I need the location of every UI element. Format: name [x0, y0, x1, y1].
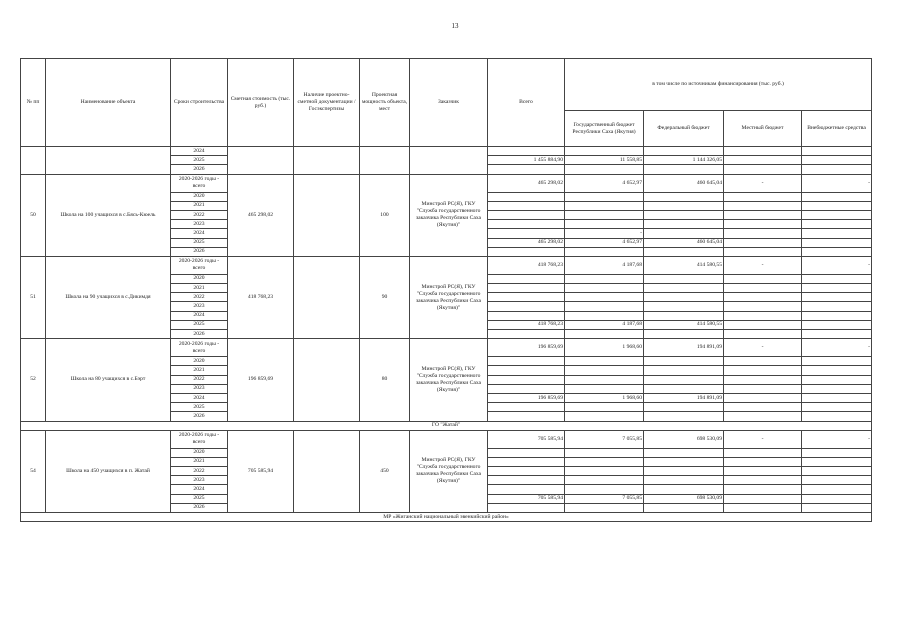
extra-cell — [802, 147, 872, 156]
state-cell: 1 968,60 — [565, 393, 644, 402]
state-cell — [565, 503, 644, 512]
state-cell: 7 055,85 — [565, 430, 644, 448]
total-cell — [488, 210, 565, 219]
year-cell: 2026 — [171, 330, 228, 339]
year-cell: 2022 — [171, 210, 228, 219]
total-cell: 465 298,02 — [488, 238, 565, 247]
total-cell — [488, 375, 565, 384]
table-row — [21, 339, 872, 357]
total-cell — [488, 412, 565, 421]
federal-cell: 414 580,55 — [644, 320, 724, 329]
total-cell — [488, 311, 565, 320]
total-cell — [488, 192, 565, 201]
local-cell — [724, 247, 802, 256]
extra-cell — [802, 229, 872, 238]
federal-cell — [644, 229, 724, 238]
extra-cell — [802, 503, 872, 512]
local-cell: - — [724, 256, 802, 274]
federal-cell: 698 530,09 — [644, 494, 724, 503]
local-cell — [724, 393, 802, 402]
year-cell: 2023 — [171, 384, 228, 393]
federal-cell — [644, 284, 724, 293]
year-cell: 2023 — [171, 476, 228, 485]
year-cell: 2020 — [171, 192, 228, 201]
local-cell: - — [724, 339, 802, 357]
total-cell: 1 455 884,90 — [488, 156, 565, 165]
year-cell: 2025 — [171, 156, 228, 165]
total-cell — [488, 147, 565, 156]
state-cell: 4 652,97 — [565, 238, 644, 247]
local-cell — [724, 192, 802, 201]
total-cell — [488, 284, 565, 293]
year-cell: 2026 — [171, 412, 228, 421]
extra-cell — [802, 156, 872, 165]
year-cell: 2024 — [171, 393, 228, 402]
year-cell: 2020 — [171, 448, 228, 457]
local-cell — [724, 485, 802, 494]
object-docs — [294, 430, 360, 512]
year-cell: 2020-2026 годы - всего — [171, 339, 228, 357]
object-capacity: 80 — [360, 339, 410, 421]
state-cell: 4 187,68 — [565, 320, 644, 329]
year-cell: 2024 — [171, 485, 228, 494]
object-name: Школа на 80 учащихся в с.Бэрт — [46, 339, 171, 421]
extra-cell — [802, 476, 872, 485]
extra-cell — [802, 330, 872, 339]
total-cell — [488, 476, 565, 485]
year-cell: 2021 — [171, 366, 228, 375]
federal-cell — [644, 311, 724, 320]
extra-cell — [802, 384, 872, 393]
state-cell — [565, 210, 644, 219]
object-docs — [294, 339, 360, 421]
state-cell — [565, 330, 644, 339]
local-cell — [724, 201, 802, 210]
extra-cell — [802, 375, 872, 384]
state-cell — [565, 467, 644, 476]
state-cell — [565, 412, 644, 421]
federal-cell — [644, 412, 724, 421]
state-cell: 1 968,60 — [565, 339, 644, 357]
object-docs — [294, 256, 360, 338]
state-cell — [565, 201, 644, 210]
year-cell: 2020-2026 годы - всего — [171, 430, 228, 448]
federal-cell — [644, 293, 724, 302]
object-num: 54 — [21, 430, 46, 512]
state-cell: - — [565, 229, 644, 238]
total-cell — [488, 229, 565, 238]
object-name: Школа на 450 учащихся в п. Жатай — [46, 430, 171, 512]
section-row — [21, 513, 872, 522]
object-cost: 196 859,69 — [228, 339, 294, 421]
table-row — [21, 430, 872, 448]
header-terms: Сроки строительства — [171, 59, 228, 147]
table-row — [21, 174, 872, 192]
state-cell — [565, 485, 644, 494]
object-cost: 705 585,94 — [228, 430, 294, 512]
total-cell — [488, 357, 565, 366]
table-body — [21, 147, 872, 522]
total-cell — [488, 247, 565, 256]
extra-cell — [802, 320, 872, 329]
extra-cell — [802, 311, 872, 320]
federal-cell: 460 645,04 — [644, 174, 724, 192]
federal-cell — [644, 330, 724, 339]
carry-name — [46, 147, 171, 175]
object-name: Школа на 100 учащихся в с.Бясь-Кюель — [46, 174, 171, 256]
local-cell: - — [724, 174, 802, 192]
local-cell — [724, 229, 802, 238]
total-cell — [488, 220, 565, 229]
total-cell: 196 859,69 — [488, 393, 565, 402]
year-cell: 2022 — [171, 293, 228, 302]
local-cell — [724, 147, 802, 156]
federal-cell — [644, 147, 724, 156]
state-cell — [565, 384, 644, 393]
total-cell — [488, 201, 565, 210]
object-customer: Минстрой РС(Я), ГКУ "Служба государственного заказчика Республики Саха (Якутия)" — [410, 430, 488, 512]
federal-cell: 194 891,09 — [644, 393, 724, 402]
federal-cell — [644, 247, 724, 256]
state-cell: 4 652,97 — [565, 174, 644, 192]
section-zhigansk: МР «Жиганский национальный эвенкийский район» — [21, 513, 872, 522]
extra-cell: - — [802, 174, 872, 192]
local-cell — [724, 302, 802, 311]
federal-cell — [644, 485, 724, 494]
federal-cell: 194 891,09 — [644, 339, 724, 357]
extra-cell — [802, 247, 872, 256]
object-num: 52 — [21, 339, 46, 421]
local-cell — [724, 293, 802, 302]
extra-cell — [802, 467, 872, 476]
header-name: Наименование объекта — [46, 59, 171, 147]
page-number: 13 — [451, 22, 459, 30]
local-cell — [724, 165, 802, 174]
total-cell — [488, 457, 565, 466]
federal-cell — [644, 192, 724, 201]
year-cell: 2020-2026 годы - всего — [171, 174, 228, 192]
extra-cell — [802, 403, 872, 412]
federal-cell — [644, 403, 724, 412]
year-cell: 2020 — [171, 274, 228, 283]
extra-cell — [802, 457, 872, 466]
total-cell: 705 585,94 — [488, 430, 565, 448]
federal-cell — [644, 467, 724, 476]
header-local-budget: Местный бюджет — [724, 111, 802, 147]
federal-cell — [644, 302, 724, 311]
state-cell — [565, 448, 644, 457]
header-num: № пп — [21, 59, 46, 147]
extra-cell: - — [802, 256, 872, 274]
local-cell — [724, 366, 802, 375]
extra-cell — [802, 485, 872, 494]
extra-cell — [802, 165, 872, 174]
local-cell — [724, 311, 802, 320]
local-cell — [724, 494, 802, 503]
state-cell: 4 187,68 — [565, 256, 644, 274]
local-cell — [724, 330, 802, 339]
total-cell — [488, 330, 565, 339]
federal-cell — [644, 210, 724, 219]
federal-cell — [644, 201, 724, 210]
object-capacity: 90 — [360, 256, 410, 338]
local-cell — [724, 220, 802, 229]
total-cell: 196 859,69 — [488, 339, 565, 357]
total-cell: 705 585,94 — [488, 494, 565, 503]
state-cell — [565, 311, 644, 320]
extra-cell — [802, 302, 872, 311]
federal-cell — [644, 457, 724, 466]
total-cell — [488, 293, 565, 302]
year-cell: 2023 — [171, 220, 228, 229]
object-num: 50 — [21, 174, 46, 256]
extra-cell: - — [802, 430, 872, 448]
state-cell — [565, 366, 644, 375]
local-cell — [724, 357, 802, 366]
federal-cell — [644, 476, 724, 485]
year-cell: 2025 — [171, 494, 228, 503]
total-cell — [488, 448, 565, 457]
state-cell — [565, 302, 644, 311]
federal-cell — [644, 384, 724, 393]
object-name: Школа на 90 учащихся в с.Дикимдя — [46, 256, 171, 338]
year-cell: 2025 — [171, 403, 228, 412]
federal-cell — [644, 503, 724, 512]
carry-customer — [410, 147, 488, 175]
table-row — [21, 256, 872, 274]
header-customer: Заказчик — [410, 59, 488, 147]
object-customer: Минстрой РС(Я), ГКУ "Служба государственного заказчика Республики Саха (Якутия)" — [410, 256, 488, 338]
object-capacity: 450 — [360, 430, 410, 512]
extra-cell — [802, 220, 872, 229]
year-cell: 2022 — [171, 375, 228, 384]
extra-cell — [802, 366, 872, 375]
total-cell — [488, 302, 565, 311]
object-cost: 465 298,02 — [228, 174, 294, 256]
local-cell — [724, 403, 802, 412]
year-cell: 2020 — [171, 357, 228, 366]
local-cell — [724, 274, 802, 283]
federal-cell — [644, 357, 724, 366]
state-cell — [565, 147, 644, 156]
federal-cell — [644, 165, 724, 174]
year-cell: 2021 — [171, 457, 228, 466]
header-federal-budget: Федеральный бюджет — [644, 111, 724, 147]
total-cell: 418 768,23 — [488, 320, 565, 329]
local-cell — [724, 412, 802, 421]
year-cell: 2024 — [171, 147, 228, 156]
federal-cell — [644, 366, 724, 375]
extra-cell — [802, 393, 872, 402]
state-cell — [565, 457, 644, 466]
local-cell — [724, 457, 802, 466]
state-cell — [565, 284, 644, 293]
extra-cell: - — [802, 339, 872, 357]
local-cell: - — [724, 430, 802, 448]
total-cell — [488, 485, 565, 494]
local-cell — [724, 238, 802, 247]
federal-cell: 1 144 326,05 — [644, 156, 724, 165]
year-cell: 2021 — [171, 284, 228, 293]
year-cell: 2026 — [171, 503, 228, 512]
year-cell: 2022 — [171, 467, 228, 476]
total-cell: 418 768,23 — [488, 256, 565, 274]
state-cell — [565, 403, 644, 412]
federal-cell: 460 645,04 — [644, 238, 724, 247]
extra-cell — [802, 448, 872, 457]
total-cell — [488, 503, 565, 512]
extra-cell — [802, 210, 872, 219]
state-cell — [565, 247, 644, 256]
state-cell — [565, 375, 644, 384]
year-cell: 2024 — [171, 229, 228, 238]
carry-cost — [228, 147, 294, 175]
state-cell — [565, 476, 644, 485]
federal-cell — [644, 448, 724, 457]
local-cell — [724, 156, 802, 165]
total-cell — [488, 384, 565, 393]
total-cell — [488, 403, 565, 412]
total-cell — [488, 366, 565, 375]
year-cell: 2020-2026 годы - всего — [171, 256, 228, 274]
total-cell: 465 298,02 — [488, 174, 565, 192]
object-customer: Минстрой РС(Я), ГКУ "Служба государственного заказчика Республики Саха (Якутия)" — [410, 339, 488, 421]
header-state-budget: Государственный бюджет Республики Саха (Якутия) — [565, 111, 644, 147]
extra-cell — [802, 238, 872, 247]
header-total: Всего — [488, 59, 565, 147]
state-cell: 11 558,85 — [565, 156, 644, 165]
local-cell — [724, 284, 802, 293]
state-cell — [565, 357, 644, 366]
section-go-zhatay: ГО "Жатай" — [21, 421, 872, 430]
local-cell — [724, 467, 802, 476]
local-cell — [724, 476, 802, 485]
total-cell — [488, 274, 565, 283]
year-cell: 2021 — [171, 201, 228, 210]
federal-cell: 698 530,09 — [644, 430, 724, 448]
object-num: 51 — [21, 256, 46, 338]
object-cost: 418 768,23 — [228, 256, 294, 338]
extra-cell — [802, 274, 872, 283]
object-docs — [294, 174, 360, 256]
year-cell: 2024 — [171, 311, 228, 320]
extra-cell — [802, 293, 872, 302]
table-row — [21, 147, 872, 156]
local-cell — [724, 448, 802, 457]
state-cell — [565, 293, 644, 302]
header-capacity: Проектная мощность объекта, мест — [360, 59, 410, 147]
extra-cell — [802, 284, 872, 293]
section-row — [21, 421, 872, 430]
investment-table — [20, 58, 872, 522]
total-cell — [488, 165, 565, 174]
year-cell: 2025 — [171, 320, 228, 329]
object-capacity: 100 — [360, 174, 410, 256]
year-cell: 2023 — [171, 302, 228, 311]
year-cell: 2025 — [171, 238, 228, 247]
federal-cell — [644, 220, 724, 229]
extra-cell — [802, 412, 872, 421]
header-cost: Сметная стоимость (тыс. руб.) — [228, 59, 294, 147]
state-cell — [565, 274, 644, 283]
federal-cell — [644, 375, 724, 384]
state-cell — [565, 220, 644, 229]
header-sources-group: в том числе по источникам финансирования (тыс. руб.) — [565, 59, 872, 111]
federal-cell: 414 580,55 — [644, 256, 724, 274]
extra-cell — [802, 192, 872, 201]
state-cell: 7 055,85 — [565, 494, 644, 503]
carry-capacity — [360, 147, 410, 175]
state-cell — [565, 165, 644, 174]
state-cell — [565, 192, 644, 201]
header-extrabudget: Внебюджетные средства — [802, 111, 872, 147]
extra-cell — [802, 357, 872, 366]
table-header — [21, 59, 872, 147]
local-cell — [724, 320, 802, 329]
local-cell — [724, 503, 802, 512]
object-customer: Минстрой РС(Я), ГКУ "Служба государственного заказчика Республики Саха (Якутия)" — [410, 174, 488, 256]
header-docs: Наличие проектно-сметной документации /Госэкспертизы — [294, 59, 360, 147]
year-cell: 2026 — [171, 247, 228, 256]
extra-cell — [802, 494, 872, 503]
extra-cell — [802, 201, 872, 210]
year-cell: 2026 — [171, 165, 228, 174]
federal-cell — [644, 274, 724, 283]
total-cell — [488, 467, 565, 476]
carry-num — [21, 147, 46, 175]
carry-docs — [294, 147, 360, 175]
local-cell — [724, 375, 802, 384]
local-cell — [724, 210, 802, 219]
local-cell — [724, 384, 802, 393]
